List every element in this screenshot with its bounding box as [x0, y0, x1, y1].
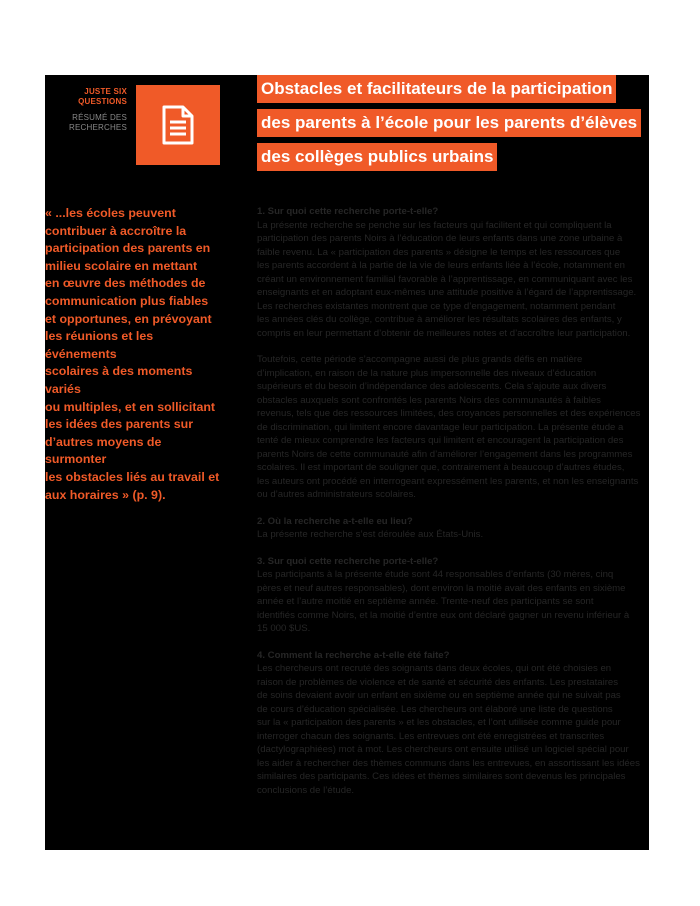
series-branding	[45, 87, 127, 133]
text-line: parents Noirs de cette communauté afin d’améliorer l’engagement dans les programmes	[257, 448, 633, 460]
text-line: participation des parents Noirs à l’éducation de leurs enfants dans une zone urbaine à	[257, 233, 623, 244]
text-line: de soins devaient avoir un enfant en sixième ou en septième année qui ne suivait pas	[257, 690, 621, 701]
quote-line: d’autres moyens de surmonter	[45, 434, 162, 467]
title-line: des collèges publics urbains	[257, 143, 497, 171]
text-line: Toutefois, cette période s’accompagne aussi de plus grands défis en matière	[257, 354, 583, 365]
section-heading: 3. Sur quoi cette recherche porte-t-elle?	[257, 555, 439, 567]
text-line: Les recherches existantes montrent que ce type d’engagement, notamment pendant	[257, 300, 616, 312]
text-line: interroger chacun des soignants. Les entrevues ont été enregistrées et transcrites	[257, 730, 605, 742]
section-heading: 4. Comment la recherche a-t-elle été faite?	[257, 649, 450, 661]
text-line: (dactylographiées) mot à mot. Les chercheurs ont ensuite utilisé un logiciel spécial pour	[257, 744, 629, 755]
section-heading: 1. Sur quoi cette recherche porte-t-elle?	[257, 206, 439, 217]
text-line: d’implication, en raison de la nature plus impersonnelle des niveaux d’éducation	[257, 367, 597, 379]
text-line: les années clés du collège, contribue à améliorer les résultats scolaires des enfants, y	[257, 314, 622, 325]
series-name-line-1: JUSTE SIX	[84, 87, 127, 96]
title-line: des parents à l’école pour les parents d’élèves	[257, 109, 641, 137]
text-line: créant un environnement familial favorable à l’apprentissage, en communiquant avec les	[257, 273, 633, 285]
quote-line: les idées des parents sur	[45, 417, 194, 432]
page-title	[257, 75, 637, 177]
quote-line: aux horaires » (p. 9).	[45, 487, 166, 502]
quote-line: contribuer à accroître la	[45, 223, 187, 238]
text-line: Les chercheurs ont recruté des soignants dans deux écoles, qui ont été choisies en	[257, 663, 612, 674]
document-icon-box	[136, 85, 220, 165]
quote-line: et opportunes, en prévoyant	[45, 311, 212, 326]
pull-quote	[45, 205, 223, 504]
quote-line: participation des parents en	[45, 241, 211, 256]
text-line: de discrimination, qui limitent encore davantage leur participation. La présente étude a	[257, 421, 624, 433]
paragraph	[257, 353, 649, 502]
quote-line: scolaires à des moments variés	[45, 364, 193, 396]
text-line: conclusions de l’étude.	[257, 784, 355, 796]
text-line: pères et neuf autres responsables), dont environ la moitié avait des enfants en sixième	[257, 582, 626, 594]
quote-line: ou multiples, et en sollicitant	[45, 399, 216, 414]
quote-line: « ...les écoles peuvent	[45, 206, 176, 220]
series-subtitle-line-2: RECHERCHES	[68, 123, 127, 132]
text-line: raison de problèmes de violence et de santé et sécurité des enfants. Les prestataires	[257, 676, 619, 688]
section-heading: 2. Où la recherche a-t-elle eu lieu?	[257, 515, 413, 527]
text-line: Les participants à la présente étude sont 44 responsables d’enfants (30 mères, cinq	[257, 569, 614, 580]
text-line: obstacles auxquels sont confrontés les parents Noirs des communautés à faibles	[257, 394, 601, 406]
paragraph	[257, 219, 649, 341]
series-name-line-2: QUESTIONS	[78, 97, 127, 106]
text-line: revenus, tels que des ressources limitées, des croyances personnelles et des expériences	[257, 408, 641, 419]
text-line: année et l’autre moitié en septième année. Trente-neuf des participants se sont	[257, 596, 594, 607]
text-line: scolaires. Il est important de souligner que, contrairement à beaucoup d’autres études,	[257, 462, 625, 473]
title-line: Obstacles et facilitateurs de la participation	[257, 75, 616, 103]
text-line: les aider à rechercher des thèmes communs dans les entrevues, en assortissant les idées	[257, 757, 640, 769]
text-line: similaires des participants. Ces idées et thèmes similaires sont devenus les principales	[257, 771, 626, 782]
document-icon	[161, 104, 195, 146]
text-line: de cours d’éducation spécialisée. Les chercheurs ont élaboré une liste de questions	[257, 703, 613, 715]
quote-line: les réunions et les événements	[45, 329, 154, 361]
series-subtitle-line-1: RÉSUMÉ DES	[72, 113, 127, 122]
text-line: les auteurs ont procédé en interrogeant expressément les parents, et non les enseignants	[257, 475, 639, 487]
body-text	[257, 205, 649, 797]
quote-line: les obstacles liés au travail et	[45, 469, 220, 484]
paragraph	[257, 568, 649, 636]
text-line: les parents accordent à la partie de la vie de leurs enfants liée à l’école, notamment en	[257, 260, 625, 271]
text-line: La présente recherche s’est déroulée aux États-Unis.	[257, 529, 484, 540]
text-line: ou d’autres administrateurs scolaires.	[257, 489, 416, 500]
page-background	[45, 75, 649, 850]
text-line: enseignants et en adoptant eux-mêmes une attitude positive à l’égard de l’apprentissage.	[257, 287, 637, 298]
paragraph	[257, 528, 649, 542]
quote-line: communication plus fiables	[45, 293, 209, 308]
text-line: supérieurs et du besoin d’indépendance des adolescents. Cela s’ajoute aux divers	[257, 381, 607, 392]
text-line: compris en leur permettant d’obtenir de meilleures notes et d’accroître leur participation.	[257, 327, 631, 339]
text-line: 15 000 $US.	[257, 623, 311, 634]
text-line: La présente recherche se penche sur les facteurs qui facilitent et qui compliquent la	[257, 219, 612, 231]
quote-line: en œuvre des méthodes de	[45, 276, 206, 291]
quote-line: milieu scolaire en mettant	[45, 258, 198, 273]
text-line: faible revenu. La « participation des parents » désigne le temps et les ressources que	[257, 246, 621, 258]
paragraph	[257, 662, 649, 797]
text-line: tenté de mieux comprendre les facteurs qui limitent et encouragent la participation des	[257, 435, 624, 446]
text-line: sur la « participation des parents » et les obstacles, et l’ont utilisée comme guide pour	[257, 717, 621, 728]
text-line: identifiés comme Noirs, et la moitié d’entre eux ont déclaré gagner un revenu inférieur à	[257, 609, 630, 621]
